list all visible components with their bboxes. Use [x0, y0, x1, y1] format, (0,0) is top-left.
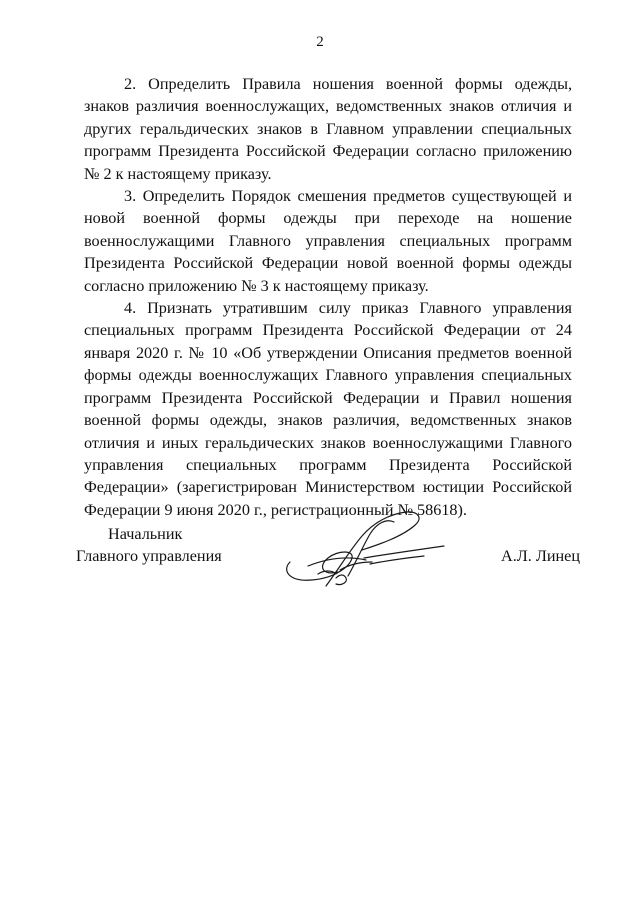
paragraph-item-2: 2. Определить Правила ношения военной формы одежды, знаков различия военнослужащих, ведомственных знаков отличия и других геральдических знаков в Главном управлении специальных программ Президента Российской Федерации согласно приложению № 2 к настоящему приказу.	[84, 75, 572, 183]
signatory-name: А.Л. Линец	[501, 547, 580, 565]
signatory-title	[76, 523, 276, 568]
paragraph-item-3: 3. Определить Порядок смешения предметов существующей и новой военной формы одежды при переходе на ношение военнослужащими Главного управления специальных программ Президента Российской Федерации новой военной формы одежды согласно приложению № 3 к настоящему приказу.	[84, 187, 572, 295]
page-number: 2	[316, 34, 324, 50]
handwritten-signature	[278, 500, 448, 595]
signatory-title-line1: Начальник	[108, 525, 183, 543]
paragraph-item-4: 4. Признать утратившим силу приказ Главного управления специальных программ Президента Российской Федерации от 24 января 2020 г. № 10 «Об утверждении Описания предметов военной формы одежды военнослужащих Главного управления специальных программ Президента Российской Федерации и Правил ношения военной формы одежды, знаков различия, ведомственных знаков отличия и иных геральдических знаков военнослужащими Главного управления специальных программ Президента Российской Федерации» (зарегистрирован Министерством юстиции Российской Федерации 9 июня 2020 г., регистрационный № 58618).	[84, 299, 572, 519]
signatory-title-line2: Главного управления	[76, 547, 222, 566]
document-body	[84, 73, 572, 521]
